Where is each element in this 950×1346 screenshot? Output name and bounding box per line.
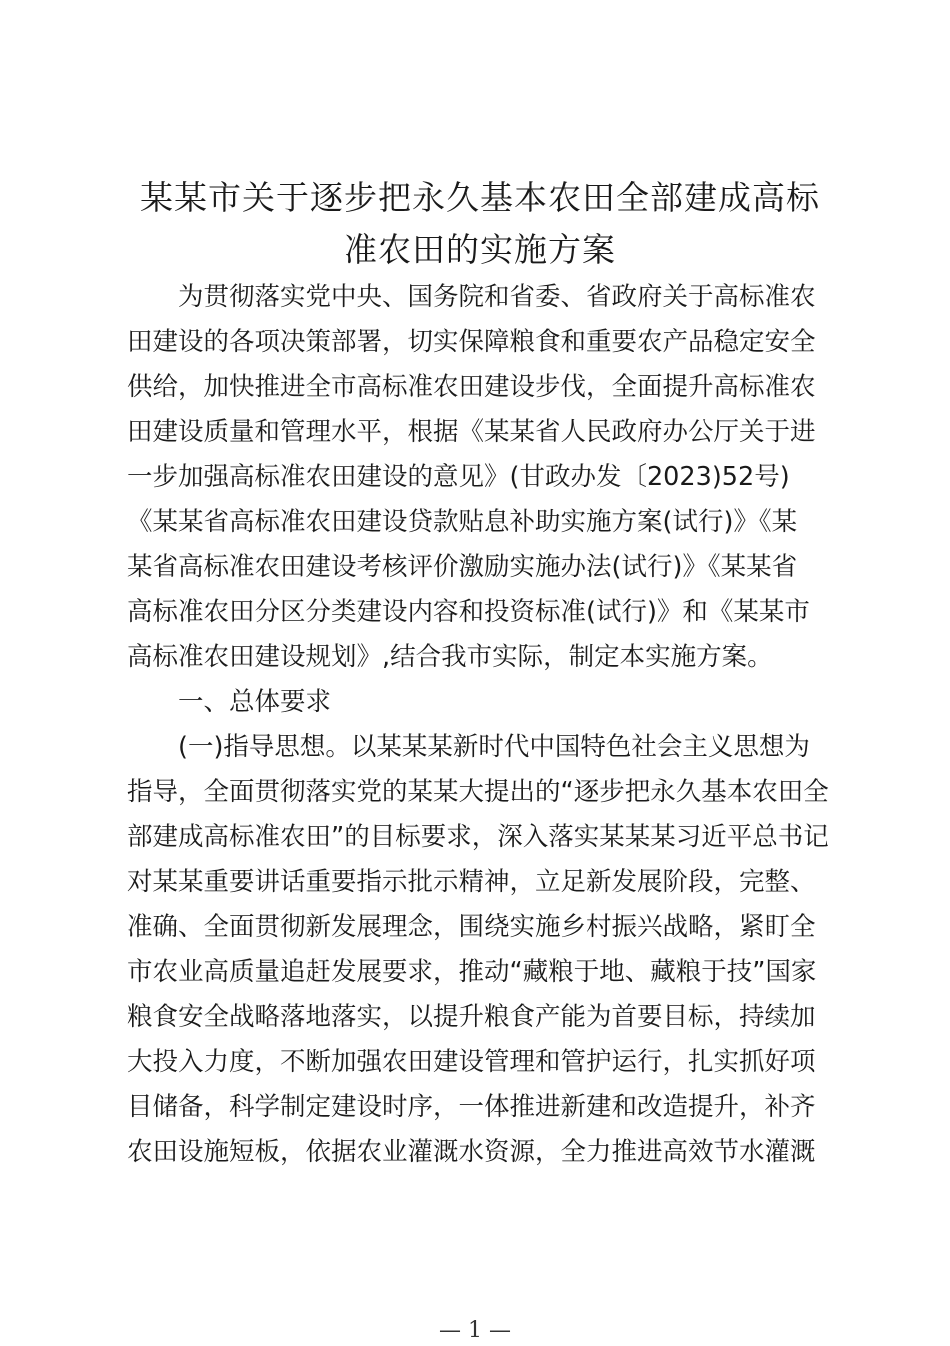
guiding-line-6: 市农业高质量追赶发展要求，推动“藏粮于地、藏粮于技”国家 [127,957,817,987]
guiding-line-10: 农田设施短板，依据农业灌溉水资源，全力推进高效节水灌溉 [127,1137,816,1167]
guiding-line-8: 大投入力度，不断加强农田建设管理和管护运行，扎实抓好项 [127,1047,816,1077]
intro-line-9: 高标准农田建设规划》,结合我市实际，制定本实施方案。 [127,642,773,672]
guiding-line-9: 目储备，科学制定建设时序，一体推进新建和改造提升，补齐 [127,1092,816,1122]
guiding-line-7: 粮食安全战略落地落实，以提升粮食产能为首要目标，持续加 [127,1002,816,1032]
document-title-line-1: 某某市关于逐步把永久基本农田全部建成高标 [140,178,820,217]
guiding-line-2: 指导，全面贯彻落实党的某某大提出的“逐步把永久基本农田全 [127,777,829,807]
intro-line-1: 为贯彻落实党中央、国务院和省委、省政府关于高标准农 [178,282,816,312]
intro-line-2: 田建设的各项决策部署，切实保障粮食和重要农产品稳定安全 [127,327,816,357]
guiding-line-5: 准确、全面贯彻新发展理念，围绕实施乡村振兴战略，紧盯全 [127,912,816,942]
guiding-line-4: 对某某重要讲话重要指示批示精神，立足新发展阶段，完整、 [127,867,816,897]
intro-line-5: 一步加强高标准农田建设的意见》(甘政办发〔2023)52号) [127,462,790,492]
intro-line-8: 高标准农田分区分类建设内容和投资标准(试行)》和《某某市 [127,597,810,627]
intro-line-4: 田建设质量和管理水平，根据《某某省人民政府办公厅关于进 [127,417,816,447]
page-number: — 1 — [439,1318,511,1343]
intro-line-3: 供给，加快推进全市高标准农田建设步伐，全面提升高标准农 [127,372,816,402]
document-title-line-2: 准农田的实施方案 [344,230,616,269]
intro-line-7: 某省高标准农田建设考核评价激励实施办法(试行)》《某某省 [127,552,798,582]
section-heading: 一、总体要求 [178,687,332,717]
guiding-line-1: (一)指导思想。以某某某新时代中国特色社会主义思想为 [178,732,810,762]
intro-line-6: 《某某省高标准农田建设贷款贴息补助实施方案(试行)》《某 [127,507,798,537]
guiding-line-3: 部建成高标准农田”的目标要求，深入落实某某某习近平总书记 [127,822,829,852]
